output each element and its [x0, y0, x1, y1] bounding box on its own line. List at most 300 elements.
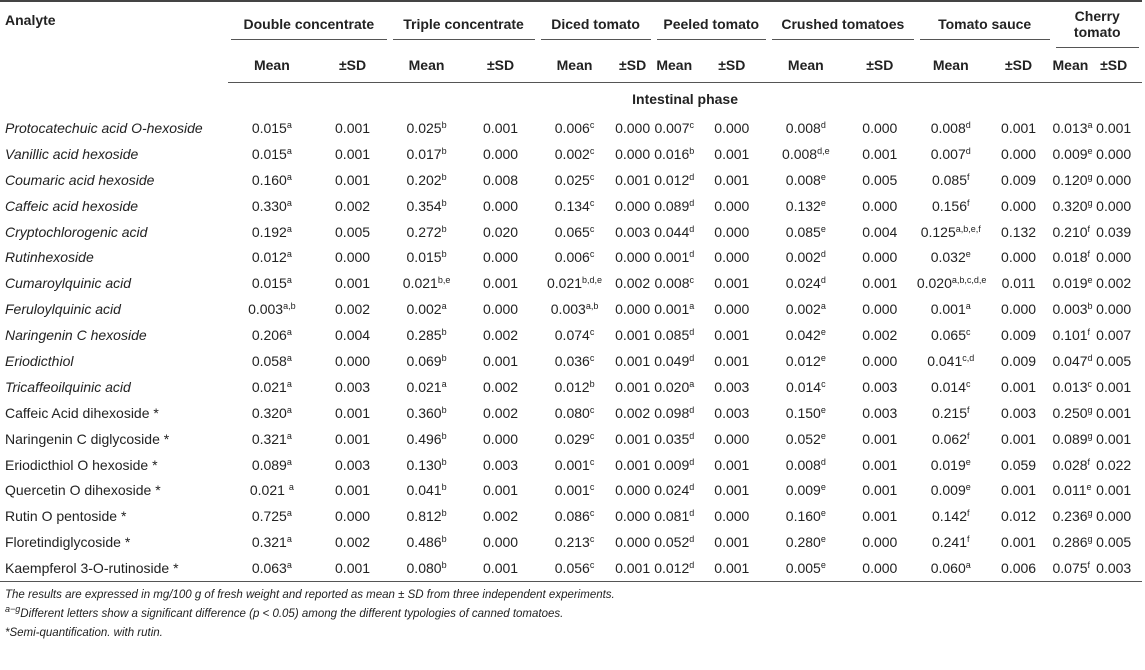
- mean-cell: [538, 555, 612, 581]
- sd-cell: 0.001: [714, 275, 750, 292]
- mean-value: 0.192: [251, 223, 287, 240]
- sd-cell: 0.001: [695, 555, 769, 581]
- mean-cell: [917, 555, 985, 581]
- mean-value: 0.001: [654, 249, 690, 266]
- significance-letter: d: [689, 249, 695, 260]
- significance-letter: e: [820, 404, 826, 415]
- significance-letter: c: [589, 560, 595, 571]
- mean-cell: [1052, 477, 1092, 503]
- sd-cell: 0.004: [862, 223, 898, 240]
- significance-letter: b: [441, 482, 447, 493]
- mean-cell: [538, 141, 612, 167]
- sd-cell: 0.000: [615, 534, 651, 551]
- significance-letter: a: [286, 145, 292, 156]
- analyte-name: Naringenin C hexoside: [5, 327, 147, 344]
- significance-letter: b: [441, 171, 447, 182]
- mean-value: 0.130: [406, 456, 442, 473]
- mean-value: 0.024: [785, 275, 821, 292]
- table-row: [0, 477, 1142, 503]
- sd-cell: 0.001: [483, 482, 519, 499]
- mean-cell: [1052, 115, 1093, 141]
- mean-value: 0.089: [654, 197, 690, 214]
- mean-cell: [769, 374, 843, 400]
- significance-letter: a: [689, 301, 695, 312]
- mean-cell: [769, 555, 843, 581]
- significance-letter: c: [589, 508, 595, 519]
- sd-cell: 0.005: [862, 171, 898, 188]
- sd-cell: 0.000: [483, 534, 519, 551]
- significance-letter: g: [1087, 534, 1093, 545]
- sd-cell: 0.001: [1001, 482, 1037, 499]
- mean-cell: [390, 141, 464, 167]
- sd-cell: 0.001: [1001, 430, 1037, 447]
- sd-cell: 0.001: [1001, 378, 1037, 395]
- mean-value: 0.036: [554, 352, 590, 369]
- sd-cell: 0.003: [1001, 404, 1037, 421]
- sd-cell: 0.001: [335, 275, 371, 292]
- sd-cell: 0.003: [714, 378, 750, 395]
- mean-value: 0.041: [927, 352, 963, 369]
- mean-cell: [1052, 141, 1093, 167]
- mean-cell: [390, 167, 464, 193]
- table-row: [0, 167, 1142, 193]
- mean-cell: [917, 452, 985, 478]
- mean-cell: [538, 270, 612, 296]
- significance-letter: d: [689, 456, 695, 467]
- mean-value: 0.098: [654, 404, 690, 421]
- significance-letter: d: [820, 119, 826, 130]
- sd-cell: 0.002: [483, 404, 519, 421]
- mean-cell: [769, 400, 843, 426]
- sd-cell: 0.002: [615, 275, 651, 292]
- mean-value: 0.012: [654, 560, 690, 577]
- mean-value: 0.074: [554, 327, 590, 344]
- mean-value: 0.019: [1052, 275, 1088, 292]
- mean-value: 0.035: [654, 430, 690, 447]
- sd-cell: 0.001: [862, 456, 898, 473]
- mean-value: 0.062: [931, 430, 967, 447]
- mean-value: 0.085: [785, 223, 821, 240]
- mean-value: 0.321: [251, 430, 287, 447]
- footnote-significance-sup: a−g: [5, 604, 21, 614]
- sd-cell: 0.001: [862, 145, 898, 162]
- mean-cell: [228, 374, 315, 400]
- mean-cell: [538, 529, 612, 555]
- analyte-name: Eriodicthiol: [5, 352, 74, 369]
- significance-letter: e: [965, 249, 971, 260]
- mean-cell: [538, 296, 612, 322]
- table-row: [0, 270, 1142, 296]
- significance-letter: b: [441, 119, 447, 130]
- mean-value: 0.003: [550, 301, 586, 318]
- sd-cell: 0.009: [1001, 352, 1037, 369]
- analyte-name: Protocatechuic acid O-hexoside: [5, 119, 203, 136]
- mean-cell: [1052, 555, 1091, 581]
- sd-cell: 0.132: [1001, 223, 1037, 240]
- mean-value: 0.008: [785, 456, 821, 473]
- sd-cell: 0.002: [335, 534, 371, 551]
- mean-value: 0.156: [931, 197, 967, 214]
- significance-letter: e: [820, 352, 826, 363]
- mean-value: 0.024: [654, 482, 690, 499]
- footnotes: [5, 586, 615, 643]
- sd-header-0: ±SD: [316, 48, 390, 83]
- mean-cell: [538, 452, 612, 478]
- sd-cell: 0.001: [1001, 534, 1037, 551]
- mean-value: 0.012: [554, 378, 590, 395]
- significance-letter: c: [589, 482, 595, 493]
- mean-value: 0.012: [251, 249, 287, 266]
- mean-cell: [538, 400, 612, 426]
- sd-cell: 0.000: [1001, 145, 1037, 162]
- group-header-diced-tomato: Diced tomato: [538, 1, 654, 48]
- mean-value: 0.025: [406, 119, 442, 136]
- mean-cell: [654, 503, 695, 529]
- sd-header-6: ±SD: [1085, 48, 1142, 83]
- mean-value: 0.002: [785, 301, 821, 318]
- mean-cell: [390, 452, 464, 478]
- mean-value: 0.080: [554, 404, 590, 421]
- table-row: [0, 374, 1142, 400]
- sd-cell: 0.059: [1001, 456, 1037, 473]
- significance-letter: c: [589, 171, 595, 182]
- sd-cell: 0.000: [862, 197, 898, 214]
- significance-letter: d: [689, 327, 695, 338]
- mean-cell: [228, 219, 315, 245]
- mean-value: 0.008: [782, 145, 818, 162]
- significance-letter: c: [1087, 378, 1093, 389]
- table-body: [0, 83, 1142, 582]
- sd-cell: 0.000: [843, 555, 917, 581]
- table-row: [0, 322, 1142, 348]
- sd-cell: 0.000: [862, 534, 898, 551]
- mean-value: 0.032: [930, 249, 966, 266]
- mean-value: 0.003: [248, 301, 284, 318]
- sd-cell: 0.001: [714, 534, 750, 551]
- mean-cell: [228, 348, 315, 374]
- mean-cell: [228, 141, 315, 167]
- sd-cell: 0.000: [615, 482, 651, 499]
- sd-cell: 0.001: [335, 430, 371, 447]
- mean-value: 0.018: [1052, 249, 1088, 266]
- sd-cell: 0.009: [1001, 171, 1037, 188]
- sd-cell: 0.001: [615, 430, 651, 447]
- phase-label: Intestinal phase: [632, 91, 738, 107]
- sd-cell: 0.001: [1001, 119, 1037, 136]
- significance-letter: a: [965, 560, 971, 571]
- mean-value: 0.125: [920, 223, 956, 240]
- sd-cell: 0.000: [1001, 197, 1037, 214]
- sd-header-3: ±SD: [695, 48, 769, 83]
- significance-letter: b: [589, 378, 595, 389]
- significance-letter: c: [589, 456, 595, 467]
- mean-cell: [654, 452, 695, 478]
- significance-letter: a: [286, 456, 292, 467]
- mean-cell: [769, 529, 843, 555]
- mean-value: 0.069: [406, 352, 442, 369]
- mean-cell: [228, 503, 315, 529]
- mean-cell: [917, 244, 985, 270]
- significance-letter: b: [441, 430, 447, 441]
- significance-letter: e: [1087, 145, 1093, 156]
- sd-cell: 0.000: [714, 508, 750, 525]
- group-header-crushed-tomatoes: Crushed tomatoes: [769, 1, 917, 48]
- mean-cell: [390, 244, 464, 270]
- mean-value: 0.005: [785, 560, 821, 577]
- sd-cell: 0.000: [862, 249, 898, 266]
- group-header-peeled-tomato: Peeled tomato: [654, 1, 769, 48]
- mean-cell: [654, 322, 695, 348]
- mean-cell: [538, 167, 612, 193]
- analyte-name: Floretindiglycoside *: [5, 534, 131, 551]
- mean-value: 0.008: [785, 119, 821, 136]
- mean-value: 0.014: [930, 378, 967, 395]
- significance-letter: a: [286, 534, 292, 545]
- mean-value: 0.354: [406, 197, 442, 214]
- mean-value: 0.286: [1052, 534, 1088, 551]
- sd-header-5: ±SD: [985, 48, 1053, 83]
- sd-cell: 0.001: [615, 171, 651, 188]
- mean-value: 0.002: [554, 145, 590, 162]
- sd-cell: 0.000: [1096, 197, 1132, 214]
- significance-letter: d: [689, 197, 695, 208]
- mean-cell: [769, 296, 843, 322]
- sd-cell: 0.003: [862, 404, 898, 421]
- sd-cell: 0.000: [1096, 301, 1132, 318]
- sd-cell: 0.001: [714, 456, 750, 473]
- sd-cell: 0.000: [862, 119, 898, 136]
- sd-cell: 0.001: [335, 145, 371, 162]
- table-row: [0, 555, 1142, 581]
- significance-letter: c: [589, 119, 595, 130]
- significance-letter: c: [589, 249, 595, 260]
- sd-cell: 0.001: [1096, 430, 1132, 447]
- significance-letter: a: [286, 223, 292, 234]
- mean-value: 0.006: [554, 119, 590, 136]
- mean-cell: [390, 529, 464, 555]
- significance-letter: a,b: [283, 301, 296, 312]
- group-header-cherry-tomato: Cherry tomato: [1053, 1, 1143, 48]
- mean-header-0: Mean: [228, 48, 315, 83]
- mean-value: 0.089: [1052, 430, 1088, 447]
- significance-letter: c: [966, 378, 971, 389]
- mean-value: 0.063: [251, 560, 287, 577]
- mean-value: 0.150: [785, 404, 821, 421]
- mean-cell: [390, 374, 464, 400]
- significance-letter: d: [689, 171, 695, 182]
- significance-letter: a,b: [585, 301, 599, 312]
- significance-letter: f: [1087, 327, 1091, 338]
- mean-cell: [654, 426, 695, 452]
- mean-cell: [917, 529, 985, 555]
- significance-letter: c: [966, 327, 971, 338]
- sd-cell: 0.000: [1096, 249, 1132, 266]
- significance-letter: c: [589, 352, 595, 363]
- mean-cell: [390, 270, 464, 296]
- significance-letter: c,d: [962, 352, 975, 363]
- sd-cell: 0.001: [714, 352, 750, 369]
- mean-cell: [228, 426, 315, 452]
- mean-value: 0.080: [406, 560, 442, 577]
- mean-cell: [390, 219, 464, 245]
- mean-value: 0.012: [654, 171, 690, 188]
- mean-cell: [228, 193, 315, 219]
- sd-cell: 0.008: [483, 171, 519, 188]
- mean-value: 0.075: [1052, 560, 1088, 577]
- significance-letter: f: [1087, 560, 1091, 571]
- table-row: [0, 219, 1142, 245]
- significance-letter: e: [1086, 482, 1092, 493]
- mean-cell: [654, 555, 695, 581]
- significance-letter: b: [441, 456, 447, 467]
- mean-value: 0.028: [1052, 456, 1088, 473]
- sd-cell: 0.001: [615, 327, 651, 344]
- significance-letter: d: [820, 456, 826, 467]
- significance-letter: d: [689, 508, 695, 519]
- mean-cell: [654, 296, 695, 322]
- sd-cell: 0.001: [464, 555, 538, 581]
- sd-cell: 0.001: [714, 145, 750, 162]
- sd-cell: 0.001: [862, 275, 898, 292]
- sd-cell: 0.000: [615, 508, 651, 525]
- mean-cell: [1052, 348, 1093, 374]
- significance-letter: c: [589, 430, 595, 441]
- sd-cell: 0.003: [714, 404, 750, 421]
- mean-cell: [769, 141, 843, 167]
- mean-value: 0.047: [1052, 352, 1088, 369]
- mean-cell: [1052, 219, 1091, 245]
- mean-cell: [917, 141, 985, 167]
- mean-cell: [228, 400, 315, 426]
- mean-value: 0.014: [786, 378, 822, 395]
- sd-cell: 0.000: [335, 508, 371, 525]
- sd-cell: 0.000: [615, 145, 651, 162]
- analyte-name: Eriodicthiol O hexoside *: [5, 456, 158, 473]
- analyte-name: Caffeic Acid dihexoside *: [5, 404, 159, 421]
- mean-cell: [538, 193, 612, 219]
- mean-value: 0.215: [931, 404, 967, 421]
- significance-letter: f: [967, 534, 970, 545]
- significance-letter: b: [441, 197, 447, 208]
- mean-cell: [917, 503, 985, 529]
- mean-cell: [917, 322, 985, 348]
- mean-cell: [1052, 400, 1093, 426]
- significance-letter: b,d,e: [582, 275, 603, 286]
- mean-value: 0.015: [251, 275, 287, 292]
- mean-value: 0.029: [554, 430, 590, 447]
- mean-value: 0.086: [554, 508, 590, 525]
- mean-value: 0.085: [654, 327, 690, 344]
- mean-cell: [390, 348, 464, 374]
- mean-cell: [654, 193, 695, 219]
- table-row: [0, 529, 1142, 555]
- sd-cell: 0.001: [335, 119, 371, 136]
- sd-cell: 0.002: [483, 508, 519, 525]
- significance-letter: b: [441, 249, 447, 260]
- mean-cell: [390, 296, 464, 322]
- sd-cell: 0.000: [483, 430, 519, 447]
- mean-cell: [538, 503, 612, 529]
- sd-cell: 0.001: [862, 430, 898, 447]
- mean-value: 0.001: [554, 482, 590, 499]
- mean-value: 0.021: [251, 378, 287, 395]
- mean-cell: [228, 555, 315, 581]
- significance-letter: c: [589, 145, 595, 156]
- significance-letter: e: [820, 430, 826, 441]
- sd-cell: 0.000: [335, 352, 371, 369]
- analyte-name: Kaempferol 3-O-rutinoside *: [0, 555, 228, 581]
- footnote-significance-text: Different letters show a significant difference (p < 0.05) among the different typologies of canned tomatoes.: [20, 608, 564, 620]
- analyte-name: Rutinhexoside: [5, 249, 94, 266]
- significance-letter: d: [965, 119, 971, 130]
- sd-cell: 0.001: [612, 555, 654, 581]
- mean-value: 0.056: [554, 560, 590, 577]
- significance-letter: d: [689, 482, 695, 493]
- sd-cell: 0.000: [862, 301, 898, 318]
- sd-cell: 0.001: [615, 352, 651, 369]
- significance-letter: d: [820, 249, 826, 260]
- significance-letter: g: [1087, 404, 1093, 415]
- mean-cell: [228, 529, 315, 555]
- sd-cell: 0.002: [483, 378, 519, 395]
- sd-cell: 0.002: [483, 327, 519, 344]
- mean-cell: [769, 322, 843, 348]
- sd-cell: 0.001: [714, 327, 750, 344]
- significance-letter: b: [441, 145, 447, 156]
- sd-cell: 0.001: [335, 404, 371, 421]
- significance-letter: e: [820, 508, 826, 519]
- mean-cell: [654, 141, 695, 167]
- phase-spacer: [0, 83, 228, 116]
- mean-cell: [1052, 529, 1093, 555]
- significance-letter: a: [288, 482, 294, 493]
- significance-letter: c: [589, 223, 595, 234]
- significance-letter: d,e: [817, 145, 830, 156]
- significance-letter: a: [441, 378, 447, 389]
- sd-cell: 0.009: [1001, 327, 1037, 344]
- mean-cell: [917, 219, 985, 245]
- sd-cell: 0.001: [615, 456, 651, 473]
- significance-letter: g: [1087, 197, 1093, 208]
- mean-value: 0.015: [251, 119, 287, 136]
- significance-letter: e: [965, 456, 971, 467]
- mean-header-4: Mean: [769, 48, 843, 83]
- mean-value: 0.160: [785, 508, 821, 525]
- sd-cell: 0.001: [483, 352, 519, 369]
- mean-cell: [917, 270, 985, 296]
- mean-cell: [917, 296, 985, 322]
- mean-cell: [538, 426, 612, 452]
- analyte-header: Analyte: [0, 1, 228, 83]
- sd-cell: 0.001: [1096, 404, 1132, 421]
- mean-cell: [228, 296, 315, 322]
- mean-cell: [1052, 503, 1093, 529]
- mean-value: 0.065: [930, 327, 967, 344]
- mean-value: 0.052: [785, 430, 821, 447]
- table-row: [0, 141, 1142, 167]
- mean-cell: [654, 270, 695, 296]
- significance-letter: b: [441, 327, 447, 338]
- sd-cell: 0.039: [1096, 223, 1132, 240]
- mean-cell: [1052, 322, 1091, 348]
- mean-value: 0.015: [251, 145, 287, 162]
- mean-cell: [390, 193, 464, 219]
- significance-letter: e: [820, 560, 826, 571]
- sd-cell: 0.001: [862, 482, 898, 499]
- mean-cell: [1052, 426, 1093, 452]
- sd-cell: 0.005: [335, 223, 371, 240]
- mean-value: 0.044: [654, 223, 690, 240]
